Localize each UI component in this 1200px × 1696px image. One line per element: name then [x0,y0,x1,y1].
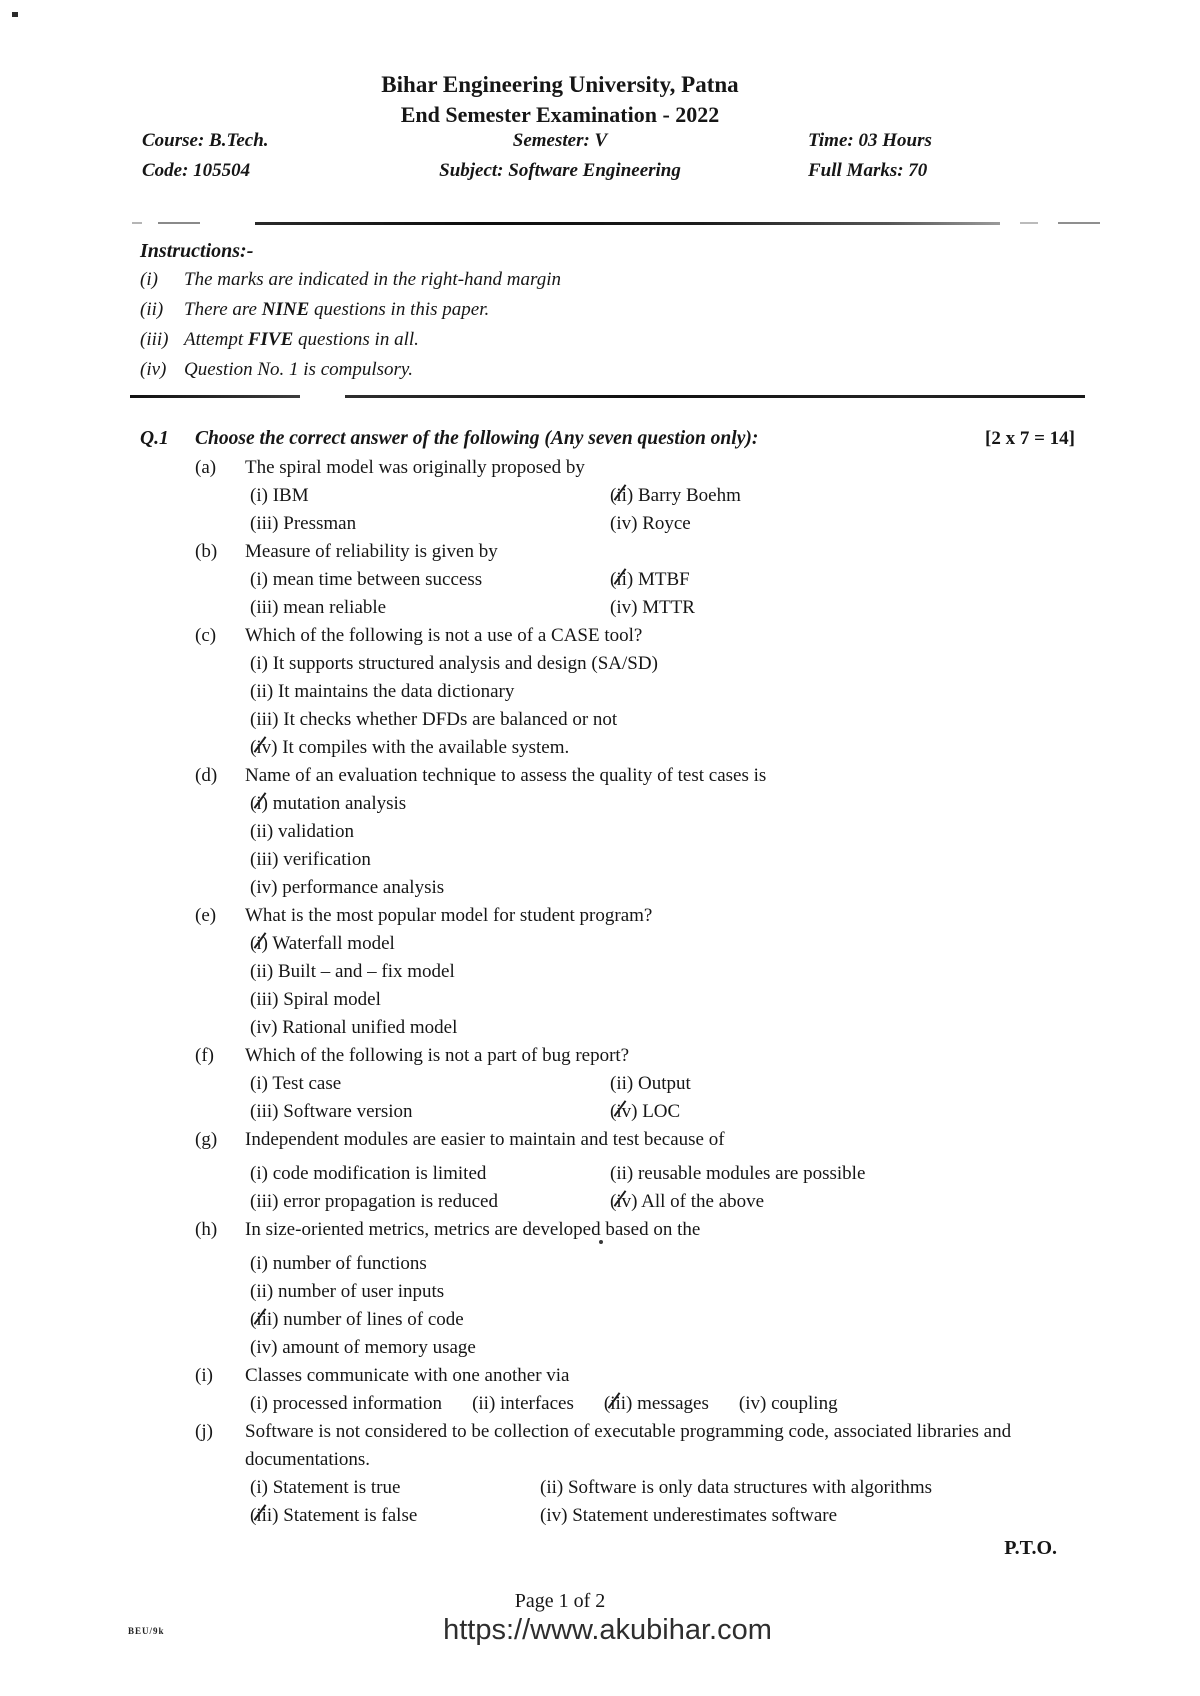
option-h-i: (i) number of functions [250,1250,1075,1278]
option-label: (ii) [250,961,274,982]
option-label: (i) [250,569,268,590]
option-d-i: (i) mutation analysis [250,790,1075,818]
part-options [250,566,1075,622]
option-label: (iv) [610,597,638,618]
option-a-ii: (ii) Barry Boehm [610,482,1075,510]
option-label: (iii) [250,709,279,730]
instruction-item [140,295,1075,325]
part-question-text: Classes communicate with one another via [245,1365,570,1386]
instruction-text: Question No. 1 is compulsory. [184,359,414,380]
part-question-row [140,1126,1075,1154]
part-question-row [140,1042,1075,1070]
page-number: Page 1 of 2 [514,1590,606,1612]
part-question-text: What is the most popular model for student program? [245,905,653,926]
option-b-iv: (iv) MTTR [610,594,1075,622]
answer-mark: (iii) [250,1306,279,1334]
answer-mark: (i) [250,790,268,818]
option-b-i: (i) mean time between success [250,566,610,594]
instruction-number: (ii) [140,299,164,320]
option-label: (iv) [250,877,278,898]
part-key-a: (a) [195,457,217,478]
option-j-i: (i) Statement is true [250,1474,540,1502]
question-part-c [140,622,1075,762]
option-a-iii: (iii) Pressman [250,510,610,538]
option-label: (ii) [610,1163,634,1184]
option-j-ii: (ii) Software is only data structures with algorithms [540,1474,1075,1502]
part-options [250,482,1075,538]
option-label: (i) [250,1073,268,1094]
part-question-text: Which of the following is not a use of a CASE tool? [245,625,643,646]
subject-label: Subject: Software Engineering [439,160,681,181]
part-key-j: (j) [195,1421,213,1442]
question-part-a [140,454,1075,538]
course-label: Course: B.Tech. [142,130,269,151]
option-label: (iii) [250,513,279,534]
option-f-iii: (iii) Software version [250,1098,610,1126]
answer-mark: (iii) [604,1390,633,1418]
option-g-ii: (ii) reusable modules are possible [610,1160,1075,1188]
time-label: Time: 03 Hours [808,130,932,151]
option-label: (ii) [250,821,274,842]
option-label: (ii) [250,681,274,702]
part-question-row [140,762,1075,790]
option-h-iii: (iii) number of lines of code [250,1306,1075,1334]
option-label: (i) [250,485,268,506]
option-label: (ii) [250,1281,274,1302]
option-label: (iii) [250,1101,279,1122]
part-options [140,930,1075,1042]
question-part-f [140,1042,1075,1126]
part-key-c: (c) [195,625,217,646]
option-c-i: (i) It supports structured analysis and design (SA/SD) [250,650,1075,678]
answer-mark: (iv) [610,1188,637,1216]
instruction-item [140,355,1075,385]
part-options [250,1070,1075,1126]
question-part-i [140,1362,1075,1418]
answer-mark: (ii) [610,482,633,510]
part-question-row [140,1216,1075,1244]
exam-title: End Semester Examination - 2022 [400,102,720,127]
part-key-e: (e) [195,905,217,926]
part-question-row [140,902,1075,930]
part-options [140,790,1075,902]
answer-mark: (ii) [610,566,633,594]
instructions-title: Instructions:- [140,240,254,262]
option-j-iv: (iv) Statement underestimates software [540,1502,1075,1530]
option-g-iii: (iii) error propagation is reduced [250,1188,610,1216]
part-question-text: The spiral model was originally proposed by [245,457,585,478]
option-d-iv: (iv) performance analysis [250,874,1075,902]
option-label: (i) [250,1253,268,1274]
option-g-iv: (iv) All of the above [610,1188,1075,1216]
option-d-iii: (iii) verification [250,846,1075,874]
code-label: Code: 105504 [142,160,251,181]
part-question-text: Independent modules are easier to maintain and test because of [245,1129,725,1150]
part-question-row [140,622,1075,650]
question-part-g [140,1126,1075,1216]
marks-badge: [2 x 7 = 14] [985,428,1075,449]
option-label: (iv) [540,1505,568,1526]
option-c-ii: (ii) It maintains the data dictionary [250,678,1075,706]
option-e-iii: (iii) Spiral model [250,986,1075,1014]
option-a-iv: (iv) Royce [610,510,1075,538]
question-number: Q.1 [140,428,169,449]
option-label: (iv) [250,1337,278,1358]
option-label: (i) [250,1163,268,1184]
option-i-iv: (iv) coupling [739,1390,838,1418]
option-label: (iv) [738,1393,767,1414]
question-part-h [140,1216,1075,1362]
option-label: (i) [250,1393,268,1414]
instruction-text: There are NINE questions in this paper. [184,299,490,320]
option-b-iii: (iii) mean reliable [250,594,610,622]
option-d-ii: (ii) validation [250,818,1075,846]
question-part-d [140,762,1075,902]
part-key-h: (h) [195,1219,218,1240]
part-question-row [140,454,1075,482]
scan-artifact-dot [12,12,18,17]
option-label: (iii) [250,1191,279,1212]
option-h-iv: (iv) amount of memory usage [250,1334,1075,1362]
part-key-g: (g) [195,1129,218,1150]
question-part-j [140,1418,1075,1530]
option-label: (i) [250,653,268,674]
option-f-i: (i) Test case [250,1070,610,1098]
answer-mark: (iv) [250,734,277,762]
question-part-e [140,902,1075,1042]
part-key-b: (b) [195,541,218,562]
option-j-iii: (iii) Statement is false [250,1502,540,1530]
part-key-i: (i) [195,1365,213,1386]
option-b-ii: (ii) MTBF [610,566,1075,594]
instruction-number: (i) [140,269,158,290]
option-e-iv: (iv) Rational unified model [250,1014,1075,1042]
question-1-header [140,424,1075,454]
option-label: (iii) [250,849,279,870]
part-key-f: (f) [195,1045,214,1066]
option-label: (iii) [250,989,279,1010]
option-label: (ii) [540,1477,564,1498]
paper-code-stamp: BEU/9k [128,1626,165,1636]
answer-mark: (iv) [610,1098,637,1126]
instruction-number: (iv) [140,359,167,380]
option-i-iii: (iii) messages [604,1390,709,1418]
option-a-i: (i) IBM [250,482,610,510]
option-e-ii: (ii) Built – and – fix model [250,958,1075,986]
part-key-d: (d) [195,765,218,786]
instructions-divider [140,395,1075,398]
part-question-text: Which of the following is not a part of bug report? [245,1045,630,1066]
pto-label: P.T.O. [1004,1537,1057,1559]
answer-mark: (i) [250,930,268,958]
option-label: (iv) [250,1017,278,1038]
option-label: (ii) [610,1073,634,1094]
header-row-2 [140,160,1080,190]
instruction-text: The marks are indicated in the right-hand margin [184,269,561,290]
page-content [128,0,1075,1654]
option-h-ii: (ii) number of user inputs [250,1278,1075,1306]
option-i-ii: (ii) interfaces [472,1390,574,1418]
footer-row [128,1614,1075,1654]
option-label: (iii) [250,597,279,618]
part-question-text: Name of an evaluation technique to assess the quality of test cases is [245,765,767,786]
q1-parts [140,454,1075,1530]
instruction-number: (iii) [140,329,169,350]
option-c-iii: (iii) It checks whether DFDs are balanced or not [250,706,1075,734]
part-options [140,1250,1075,1362]
watermark-url[interactable]: https://www.akubihar.com [443,1614,772,1646]
part-question-text: In size-oriented metrics, metrics are developed based on the [245,1219,701,1240]
option-g-i: (i) code modification is limited [250,1160,610,1188]
part-question-text: Software is not considered to be collection of executable programming code, associated libraries and documentations. [245,1421,1012,1470]
option-label: (ii) [472,1393,496,1414]
option-f-iv: (iv) LOC [610,1098,1075,1126]
option-label: (iv) [610,513,638,534]
part-question-row [140,1362,1075,1390]
header-divider [140,222,1075,225]
instruction-text: Attempt FIVE questions in all. [184,329,419,350]
university-title: Bihar Engineering University, Patna [381,72,739,97]
option-c-iv: (iv) It compiles with the available system. [250,734,1075,762]
part-options [250,1474,1075,1530]
part-options [250,1390,1075,1418]
question-part-b [140,538,1075,622]
full-marks-label: Full Marks: 70 [808,160,928,181]
header-row-1 [140,130,1080,160]
part-question-row [140,1418,1075,1474]
answer-mark: (iii) [250,1502,279,1530]
part-question-row [140,538,1075,566]
option-e-i: (i) Waterfall model [250,930,1075,958]
question-1-title: Choose the correct answer of the following (Any seven question only): [195,428,759,449]
option-i-i: (i) processed information [250,1390,442,1418]
option-f-ii: (ii) Output [610,1070,1075,1098]
part-options [140,650,1075,762]
semester-label: Semester: V [512,130,608,151]
instruction-item [140,265,1075,295]
option-label: (i) [250,1477,268,1498]
instruction-item [140,325,1075,355]
part-options [250,1160,1075,1216]
part-question-text: Measure of reliability is given by [245,541,498,562]
